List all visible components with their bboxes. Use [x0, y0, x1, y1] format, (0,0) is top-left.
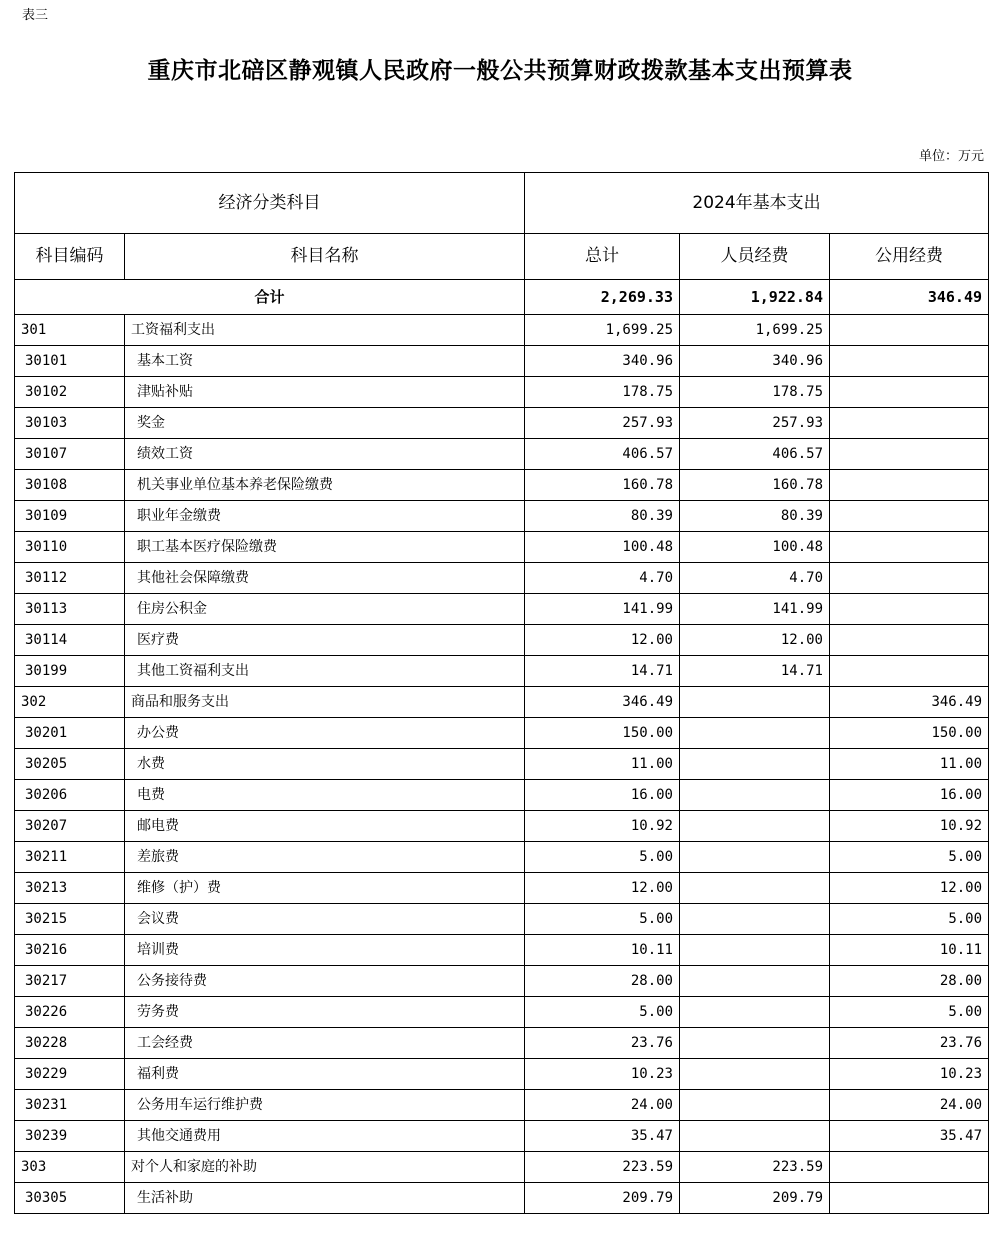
row-name: 职业年金缴费 [125, 501, 525, 532]
row-public: 150.00 [830, 718, 989, 749]
table-row [15, 377, 989, 408]
total-row [15, 280, 989, 315]
table-row [15, 1121, 989, 1152]
table-row [15, 532, 989, 563]
row-total: 5.00 [525, 904, 680, 935]
row-code: 30217 [15, 966, 125, 997]
row-total: 10.92 [525, 811, 680, 842]
row-total: 28.00 [525, 966, 680, 997]
row-name: 其他交通费用 [125, 1121, 525, 1152]
row-code: 30215 [15, 904, 125, 935]
row-code: 30103 [15, 408, 125, 439]
row-public: 24.00 [830, 1090, 989, 1121]
table-row [15, 656, 989, 687]
row-personnel: 4.70 [680, 563, 830, 594]
row-code: 30114 [15, 625, 125, 656]
row-public [830, 377, 989, 408]
row-code: 30112 [15, 563, 125, 594]
row-public [830, 625, 989, 656]
table-row [15, 811, 989, 842]
unit-label: 单位：万元 [918, 149, 984, 164]
row-personnel [680, 718, 830, 749]
row-name: 工会经费 [125, 1028, 525, 1059]
row-public [830, 563, 989, 594]
table-row [15, 873, 989, 904]
row-name: 邮电费 [125, 811, 525, 842]
row-name: 绩效工资 [125, 439, 525, 470]
row-code: 303 [15, 1152, 125, 1183]
row-total: 100.48 [525, 532, 680, 563]
table-row [15, 1090, 989, 1121]
table-row [15, 470, 989, 501]
row-personnel: 160.78 [680, 470, 830, 501]
row-name: 会议费 [125, 904, 525, 935]
row-code: 30201 [15, 718, 125, 749]
row-code: 30199 [15, 656, 125, 687]
row-total: 223.59 [525, 1152, 680, 1183]
row-personnel [680, 780, 830, 811]
row-personnel [680, 997, 830, 1028]
row-name: 其他社会保障缴费 [125, 563, 525, 594]
table-row [15, 408, 989, 439]
total-label: 合计 [15, 280, 525, 315]
table-row [15, 904, 989, 935]
row-public [830, 470, 989, 501]
row-name: 机关事业单位基本养老保险缴费 [125, 470, 525, 501]
row-code: 30101 [15, 346, 125, 377]
header-code: 科目编码 [15, 234, 125, 280]
row-public [830, 1183, 989, 1214]
header-name: 科目名称 [125, 234, 525, 280]
row-personnel [680, 935, 830, 966]
header-column-row [15, 234, 989, 280]
row-name: 劳务费 [125, 997, 525, 1028]
table-row [15, 625, 989, 656]
total-public: 346.49 [830, 280, 989, 315]
row-public: 11.00 [830, 749, 989, 780]
row-personnel [680, 811, 830, 842]
row-total: 23.76 [525, 1028, 680, 1059]
row-total: 5.00 [525, 997, 680, 1028]
row-name: 水费 [125, 749, 525, 780]
row-total: 12.00 [525, 873, 680, 904]
row-total: 4.70 [525, 563, 680, 594]
row-code: 30211 [15, 842, 125, 873]
row-name: 培训费 [125, 935, 525, 966]
row-name: 基本工资 [125, 346, 525, 377]
row-personnel [680, 842, 830, 873]
row-name: 奖金 [125, 408, 525, 439]
row-name: 住房公积金 [125, 594, 525, 625]
table-row [15, 501, 989, 532]
row-personnel: 141.99 [680, 594, 830, 625]
header-economic-category: 经济分类科目 [15, 173, 525, 234]
header-group-row [15, 173, 989, 234]
table-number-label: 表三 [22, 8, 49, 23]
row-personnel: 80.39 [680, 501, 830, 532]
row-code: 302 [15, 687, 125, 718]
row-personnel: 406.57 [680, 439, 830, 470]
row-personnel [680, 1028, 830, 1059]
table-row [15, 1183, 989, 1214]
row-personnel: 1,699.25 [680, 315, 830, 346]
row-personnel: 12.00 [680, 625, 830, 656]
row-total: 16.00 [525, 780, 680, 811]
row-name: 职工基本医疗保险缴费 [125, 532, 525, 563]
row-public: 5.00 [830, 904, 989, 935]
row-personnel [680, 1059, 830, 1090]
row-code: 30109 [15, 501, 125, 532]
row-total: 35.47 [525, 1121, 680, 1152]
row-total: 80.39 [525, 501, 680, 532]
row-code: 30206 [15, 780, 125, 811]
table-row [15, 997, 989, 1028]
row-public: 10.11 [830, 935, 989, 966]
row-public: 16.00 [830, 780, 989, 811]
table-row [15, 935, 989, 966]
row-name: 对个人和家庭的补助 [125, 1152, 525, 1183]
row-code: 30226 [15, 997, 125, 1028]
row-public: 10.23 [830, 1059, 989, 1090]
row-code: 30213 [15, 873, 125, 904]
row-total: 24.00 [525, 1090, 680, 1121]
table-row [15, 687, 989, 718]
row-total: 10.11 [525, 935, 680, 966]
header-public: 公用经费 [830, 234, 989, 280]
row-personnel [680, 687, 830, 718]
row-personnel: 223.59 [680, 1152, 830, 1183]
row-personnel: 100.48 [680, 532, 830, 563]
row-personnel [680, 1121, 830, 1152]
row-total: 14.71 [525, 656, 680, 687]
table-row [15, 842, 989, 873]
row-public: 10.92 [830, 811, 989, 842]
row-total: 10.23 [525, 1059, 680, 1090]
row-total: 12.00 [525, 625, 680, 656]
row-personnel: 209.79 [680, 1183, 830, 1214]
row-public: 23.76 [830, 1028, 989, 1059]
table-row [15, 1028, 989, 1059]
row-public [830, 656, 989, 687]
row-name: 商品和服务支出 [125, 687, 525, 718]
row-name: 医疗费 [125, 625, 525, 656]
row-name: 公务接待费 [125, 966, 525, 997]
row-code: 30108 [15, 470, 125, 501]
header-personnel: 人员经费 [680, 234, 830, 280]
row-name: 维修（护）费 [125, 873, 525, 904]
row-code: 30231 [15, 1090, 125, 1121]
row-code: 30229 [15, 1059, 125, 1090]
row-name: 办公费 [125, 718, 525, 749]
row-total: 340.96 [525, 346, 680, 377]
table-row [15, 439, 989, 470]
table-row [15, 749, 989, 780]
table-row [15, 718, 989, 749]
table-row [15, 780, 989, 811]
row-public [830, 594, 989, 625]
table-row [15, 1059, 989, 1090]
row-total: 1,699.25 [525, 315, 680, 346]
row-code: 30207 [15, 811, 125, 842]
row-code: 30216 [15, 935, 125, 966]
row-name: 电费 [125, 780, 525, 811]
row-personnel: 257.93 [680, 408, 830, 439]
row-name: 公务用车运行维护费 [125, 1090, 525, 1121]
row-personnel: 178.75 [680, 377, 830, 408]
row-code: 30107 [15, 439, 125, 470]
row-name: 其他工资福利支出 [125, 656, 525, 687]
row-public [830, 315, 989, 346]
row-code: 30239 [15, 1121, 125, 1152]
row-personnel [680, 904, 830, 935]
row-public: 346.49 [830, 687, 989, 718]
row-public: 28.00 [830, 966, 989, 997]
row-name: 差旅费 [125, 842, 525, 873]
row-personnel [680, 873, 830, 904]
row-personnel [680, 966, 830, 997]
row-public [830, 439, 989, 470]
row-code: 30102 [15, 377, 125, 408]
row-total: 178.75 [525, 377, 680, 408]
row-code: 30205 [15, 749, 125, 780]
row-public [830, 346, 989, 377]
row-total: 346.49 [525, 687, 680, 718]
table-row [15, 966, 989, 997]
table-row [15, 563, 989, 594]
row-total: 257.93 [525, 408, 680, 439]
row-code: 301 [15, 315, 125, 346]
row-code: 30228 [15, 1028, 125, 1059]
budget-table [14, 172, 989, 1214]
row-personnel [680, 1090, 830, 1121]
row-total: 11.00 [525, 749, 680, 780]
header-total: 总计 [525, 234, 680, 280]
row-code: 30305 [15, 1183, 125, 1214]
row-name: 生活补助 [125, 1183, 525, 1214]
row-name: 福利费 [125, 1059, 525, 1090]
page-title: 重庆市北碚区静观镇人民政府一般公共预算财政拨款基本支出预算表 [147, 57, 853, 84]
table-row [15, 315, 989, 346]
row-name: 工资福利支出 [125, 315, 525, 346]
total-amount: 2,269.33 [525, 280, 680, 315]
row-public: 35.47 [830, 1121, 989, 1152]
row-public: 5.00 [830, 842, 989, 873]
table-row [15, 346, 989, 377]
total-personnel: 1,922.84 [680, 280, 830, 315]
row-total: 160.78 [525, 470, 680, 501]
row-public [830, 532, 989, 563]
row-total: 141.99 [525, 594, 680, 625]
row-personnel [680, 749, 830, 780]
row-total: 406.57 [525, 439, 680, 470]
row-public: 5.00 [830, 997, 989, 1028]
row-public [830, 501, 989, 532]
row-personnel: 14.71 [680, 656, 830, 687]
table-row [15, 1152, 989, 1183]
row-personnel: 340.96 [680, 346, 830, 377]
row-public [830, 1152, 989, 1183]
table-row [15, 594, 989, 625]
row-public: 12.00 [830, 873, 989, 904]
row-total: 150.00 [525, 718, 680, 749]
row-public [830, 408, 989, 439]
row-total: 209.79 [525, 1183, 680, 1214]
row-total: 5.00 [525, 842, 680, 873]
row-name: 津贴补贴 [125, 377, 525, 408]
header-basic-expenditure: 2024年基本支出 [525, 173, 989, 234]
row-code: 30110 [15, 532, 125, 563]
row-code: 30113 [15, 594, 125, 625]
